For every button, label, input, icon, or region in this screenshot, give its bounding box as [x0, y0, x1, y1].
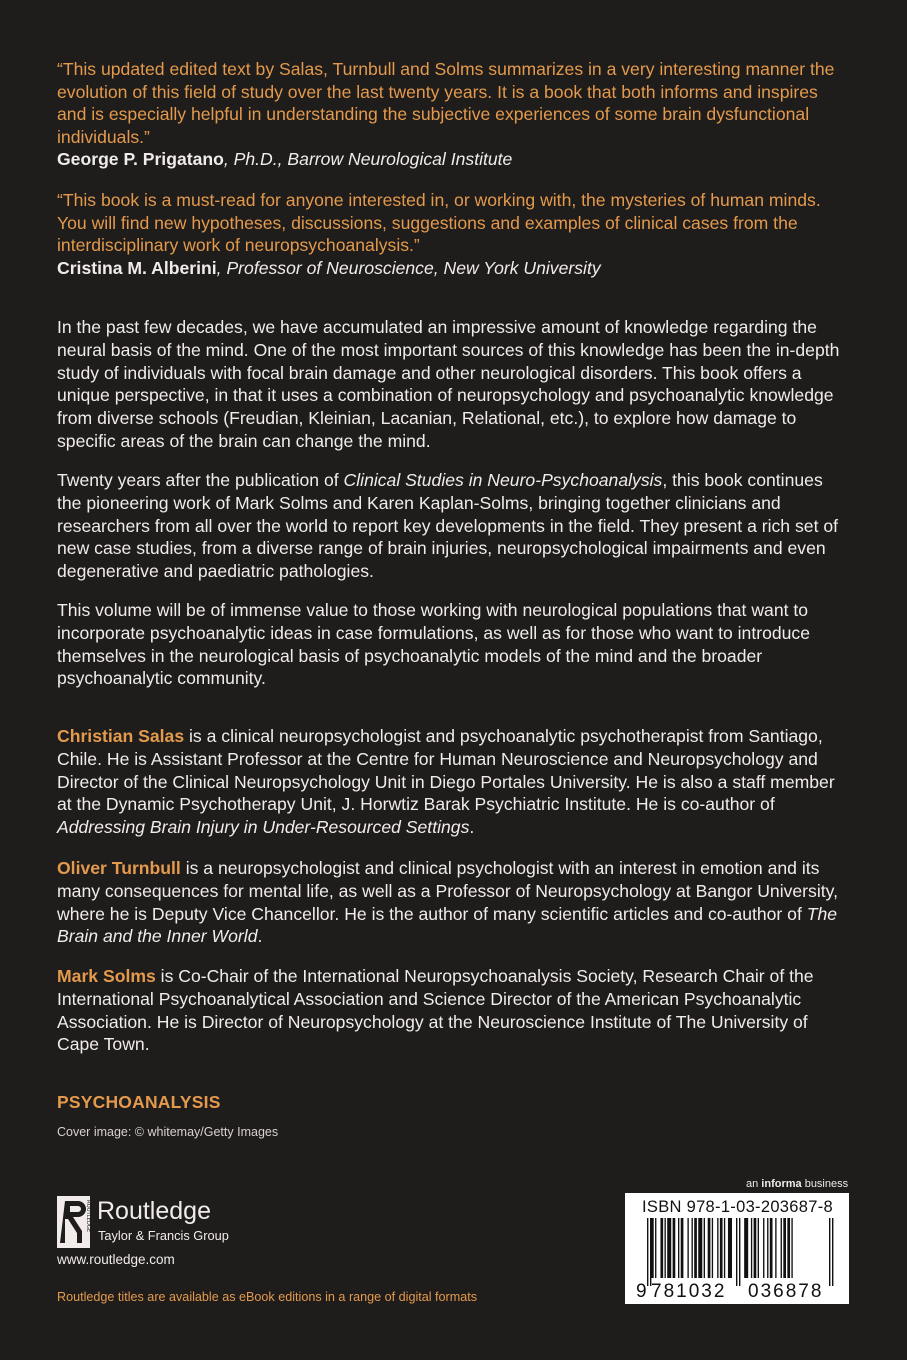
barcode-bar	[717, 1218, 718, 1278]
barcode-bar	[665, 1218, 666, 1278]
publisher-website: www.routledge.com	[57, 1252, 175, 1267]
barcode-bar	[751, 1218, 752, 1278]
barcode-bar	[655, 1218, 656, 1278]
barcode-bar	[673, 1218, 676, 1278]
barcode-bar	[775, 1218, 776, 1278]
endorsement-1	[57, 58, 852, 171]
publisher-name: Routledge	[97, 1197, 211, 1225]
barcode-bar	[704, 1218, 705, 1278]
barcode-bar	[767, 1218, 768, 1278]
barcode-bar	[720, 1218, 723, 1278]
barcode-bar	[744, 1218, 748, 1278]
barcode-bar	[687, 1218, 688, 1278]
barcode-guard-bar	[832, 1218, 833, 1286]
book-title: Addressing Brain Injury in Under-Resourced Settings	[57, 817, 470, 838]
barcode-digits-left: 781032	[651, 1281, 727, 1302]
barcode-bar	[787, 1218, 790, 1278]
author-name: Mark Solms	[57, 966, 156, 986]
endorsement-attribution	[57, 257, 852, 280]
barcode-bar	[763, 1218, 764, 1278]
barcode-bar	[660, 1218, 663, 1278]
book-title: Clinical Studies in Neuro-Psychoanalysis	[343, 470, 663, 490]
barcode-bar	[694, 1218, 697, 1278]
endorsement-quote: “This updated edited text by Salas, Turnbull and Solms summarizes in a very interesting manner the evolution of this field of study over the last twenty years. It is a book that both informs and inspires and is especially helpful in understanding the subjective experiences of some brain dysfunctional individuals.”	[57, 59, 835, 147]
author-bio-salas: Christian Salas is a clinical neuropsychologist and psychoanalytic psychotherapist from Santiago, Chile. He is Assistant Professor at the Centre for Human Neuroscience and Neuropsychology and Director of the Clinical Neuropsychology Unit in Diego Portales University. He is also a staff member at the Dynamic Psychotherapy Unit, J. Horwtiz Barak Psychiatric Institute. He is co-author of Addressing Brain Injury in Under-Resourced Settings.	[57, 726, 835, 838]
isbn-label: ISBN 978-1-03-203687-8	[642, 1198, 833, 1216]
barcode-bar	[781, 1218, 782, 1278]
barcode-guard-bar	[647, 1218, 648, 1286]
endorser-name: George P. Prigatano	[57, 149, 224, 170]
barcode-bar	[758, 1218, 759, 1278]
description-paragraph-3: This volume will be of immense value to those working with neurological populations that want to incorporate psychoanalytic ideas in case formulations, as well as for those who want to introduce themselves in the neurological basis of psychoanalytic models of the mind and the broader psychoanalytic community.	[57, 600, 811, 689]
barcode-bar	[651, 1218, 654, 1278]
description-paragraph-2: Twenty years after the publication of Clinical Studies in Neuro-Psychoanalysis, this book continues the pioneering work of Mark Solms and Karen Kaplan-Solms, bringing together clinicians and researchers from all over the world to report key developments in the field. They present a rich set of new case studies, from a diverse range of brain injuries, neuropsychological impairments and even degenerative and paediatric pathologies.	[57, 470, 839, 582]
author-name: Christian Salas	[57, 726, 185, 746]
author-bio-solms: Mark Solms is Co-Chair of the International Neuropsychoanalysis Society, Research Chair of the International Psychoanalytical Association and Science Director of the American Psychoanalytic Association. He is Director of Neuropsychology at the Neuroscience Institute of The University of Cape Town.	[57, 966, 814, 1055]
barcode-guard-bar	[739, 1218, 740, 1286]
book-title: The Brain and the Inner World	[57, 903, 838, 947]
subject-category: PSYCHOANALYSIS	[57, 1092, 221, 1112]
barcode-bar	[728, 1218, 732, 1278]
endorsement-2	[57, 189, 852, 279]
svg-text:ROUTLEDGE: ROUTLEDGE	[85, 1200, 91, 1233]
barcode-bar	[754, 1218, 757, 1278]
barcode-guard-bar	[829, 1218, 830, 1286]
endorser-affiliation: , Professor of Neuroscience, New York University	[216, 257, 601, 278]
barcode-bars	[647, 1218, 833, 1286]
routledge-logo-icon	[57, 1196, 90, 1248]
author-bio-turnbull: Oliver Turnbull is a neuropsychologist and clinical psychologist with an interest in emotion and its many consequences for mental life, as well as a Professor of Neuropsychology at Bangor University, where he is Deputy Vice Chancellor. He is the author of many scientific articles and co-author of The Brain and the Inner World.	[57, 858, 839, 947]
barcode-digit-first: 9	[636, 1281, 647, 1302]
description-paragraph-1: In the past few decades, we have accumulated an impressive amount of knowledge regarding the neural basis of the mind. One of the most important sources of this knowledge has been the in-depth study of individuals with focal brain damage and other neurological disorders. This book offers a unique perspective, in that it uses a combination of neuropsychology and psychoanalytic knowledge from diverse schools (Freudian, Kleinian, Lacanian, Relational, etc.), to explore how damage to specific areas of the brain can change the mind.	[57, 317, 840, 451]
endorsement-quote: “This book is a must-read for anyone interested in, or working with, the mysteries of human minds. You will find new hypotheses, discussions, suggestions and examples of clinical cases from the interdisciplinary work of neuropsychoanalysis.”	[57, 190, 821, 256]
barcode-bar	[791, 1218, 792, 1278]
barcode	[633, 1218, 843, 1300]
cover-image-credit: Cover image: © whitemay/Getty Images	[57, 1125, 279, 1139]
barcode-bar	[667, 1218, 671, 1278]
barcode-bar	[692, 1218, 693, 1278]
barcode-bar	[678, 1218, 679, 1278]
barcode-bar	[724, 1218, 725, 1278]
informa-brand: informa	[761, 1178, 802, 1190]
barcode-bar	[708, 1218, 711, 1278]
endorser-affiliation: , Ph.D., Barrow Neurological Institute	[223, 149, 513, 170]
barcode-bar	[681, 1218, 684, 1278]
ebook-availability-note: Routledge titles are available as eBook editions in a range of digital formats	[57, 1290, 478, 1304]
author-name: Oliver Turnbull	[57, 858, 181, 878]
endorser-name: Cristina M. Alberini	[57, 257, 217, 278]
barcode-bar	[783, 1218, 786, 1278]
endorsement-attribution	[57, 148, 852, 171]
publisher-logo	[57, 1196, 257, 1248]
barcode-guard-bar	[736, 1218, 737, 1286]
barcode-digits-right: 036878	[748, 1281, 824, 1302]
informa-tagline: an informa business	[746, 1178, 849, 1190]
barcode-bar	[698, 1218, 702, 1278]
barcode-bar	[712, 1218, 713, 1278]
barcode-bar	[770, 1218, 773, 1278]
publisher-group: Taylor & Francis Group	[98, 1228, 229, 1243]
isbn-barcode-panel	[625, 1193, 849, 1304]
